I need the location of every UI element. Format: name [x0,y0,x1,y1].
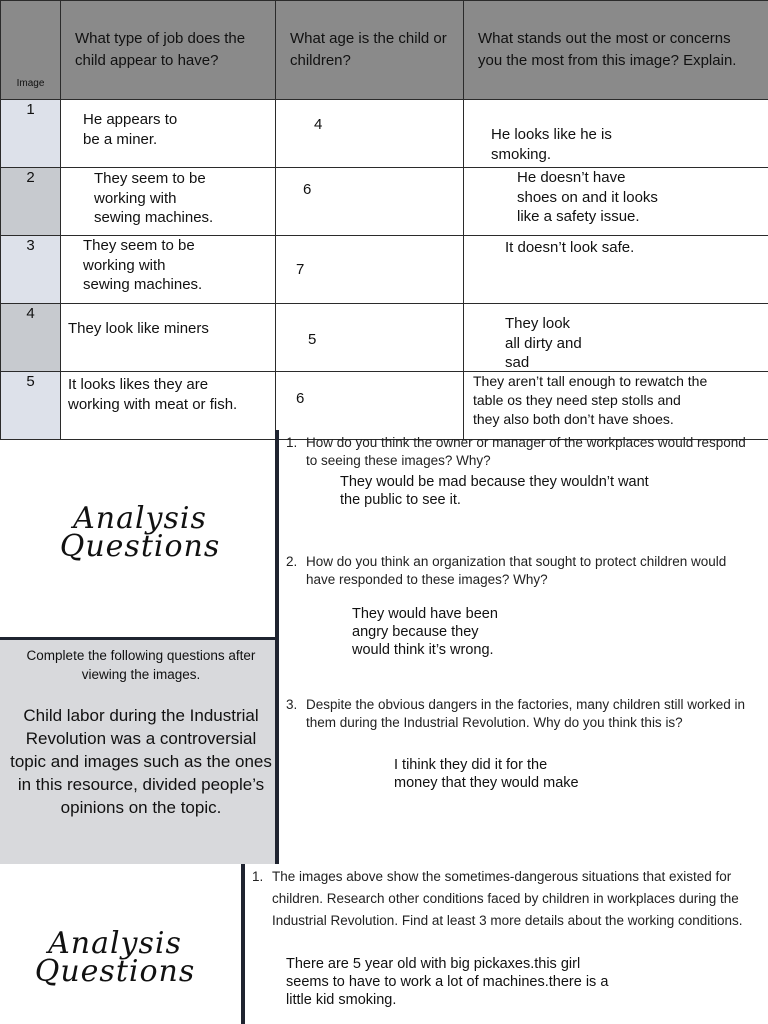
table-row [1,168,768,236]
job-answer: It looks likes they are working with meat or fish. [68,376,238,413]
row-number: 2 [1,168,61,236]
age-answer: 6 [303,181,312,198]
age-cell [276,372,464,440]
question-number: 3. [286,697,298,712]
age-cell [276,236,464,304]
header-concern: What stands out the most or concerns you the most from this image? Explain. [464,1,768,100]
header-age: What age is the child or children? [276,1,464,100]
row-number: 1 [1,100,61,168]
table-row [1,304,768,372]
job-cell [61,372,276,440]
title-line-1: Analysis [48,926,182,961]
job-cell [61,100,276,168]
question-text: How do you think an organization that sought to protect children would have responded to these images? Why? [306,554,727,587]
concern-cell [464,236,768,304]
concern-cell [464,304,768,372]
header-image: Image [1,1,61,100]
answer-2: They would have been angry because they would think it’s wrong. [352,606,498,658]
concern-cell [464,372,768,440]
question-number: 2. [286,554,298,569]
row-number: 5 [1,372,61,440]
age-cell [276,304,464,372]
intro-paragraph: Child labor during the Industrial Revolution was a controversial topic and images such as the ones in this resource, divided people’s opinions on the topic. [10,706,272,817]
concern-cell [464,100,768,168]
concern-answer: He looks like he is smoking. [491,126,612,163]
concern-answer: They look all dirty and sad [505,315,582,371]
age-answer: 7 [296,261,305,278]
instructions-text: Complete the following questions after viewing the images. [26,648,256,682]
job-answer: He appears to be a miner. [83,111,178,148]
answer-1: They would be mad because they wouldn’t want the public to see it. [340,474,649,508]
title-line-1: Analysis [73,501,207,536]
title-line-2: Questions [34,954,196,989]
age-cell [276,168,464,236]
job-cell [61,168,276,236]
research-answer: There are 5 year old with big pickaxes.this girl seems to have to work a lot of machines.there is a little kid smoking. [286,956,609,1008]
child-labor-table [0,0,768,440]
table-header-row [1,1,768,100]
question-number: 1. [252,869,264,884]
section-divider-vertical-2 [241,864,245,1024]
table-row [1,372,768,440]
job-cell [61,304,276,372]
row-number: 3 [1,236,61,304]
age-answer: 6 [296,390,305,407]
concern-cell [464,168,768,236]
question-2 [286,553,748,589]
title-line-2: Questions [59,529,221,564]
question-number: 1. [286,435,298,450]
age-answer: 5 [308,331,317,348]
header-job: What type of job does the child appear to have? [61,1,276,100]
job-answer: They look like miners [68,320,209,337]
table-row [1,236,768,304]
job-answer: They seem to be working with sewing machines. [94,170,214,226]
question-3 [286,696,748,732]
age-answer: 4 [314,116,323,133]
concern-answer: He doesn’t have shoes on and it looks like a safety issue. [517,169,658,225]
question-text: The images above show the sometimes-dangerous situations that existed for children. Research other conditions faced by children in workplaces during the Industrial Revolution. Find at least 3 more details about the working conditions. [272,869,743,928]
answer-3: I tihink they did it for the money that they would make [394,757,579,791]
job-answer: They seem to be working with sewing machines. [83,237,203,293]
row-number: 4 [1,304,61,372]
research-question [252,866,758,932]
concern-answer: They aren’t tall enough to rewatch the table os they need step stolls and they also both don’t have shoes. [473,373,708,427]
job-cell [61,236,276,304]
question-text: Despite the obvious dangers in the factories, many children still worked in them during the Industrial Revolution. Why do you think this is? [306,697,745,730]
analysis-questions-title [40,501,240,564]
concern-answer: It doesn’t look safe. [505,239,635,256]
question-1 [286,434,748,470]
table-row [1,100,768,168]
question-text: How do you think the owner or manager of the workplaces would respond to seeing these images? Why? [306,435,746,468]
age-cell [276,100,464,168]
analysis-questions-title-2 [15,926,215,989]
